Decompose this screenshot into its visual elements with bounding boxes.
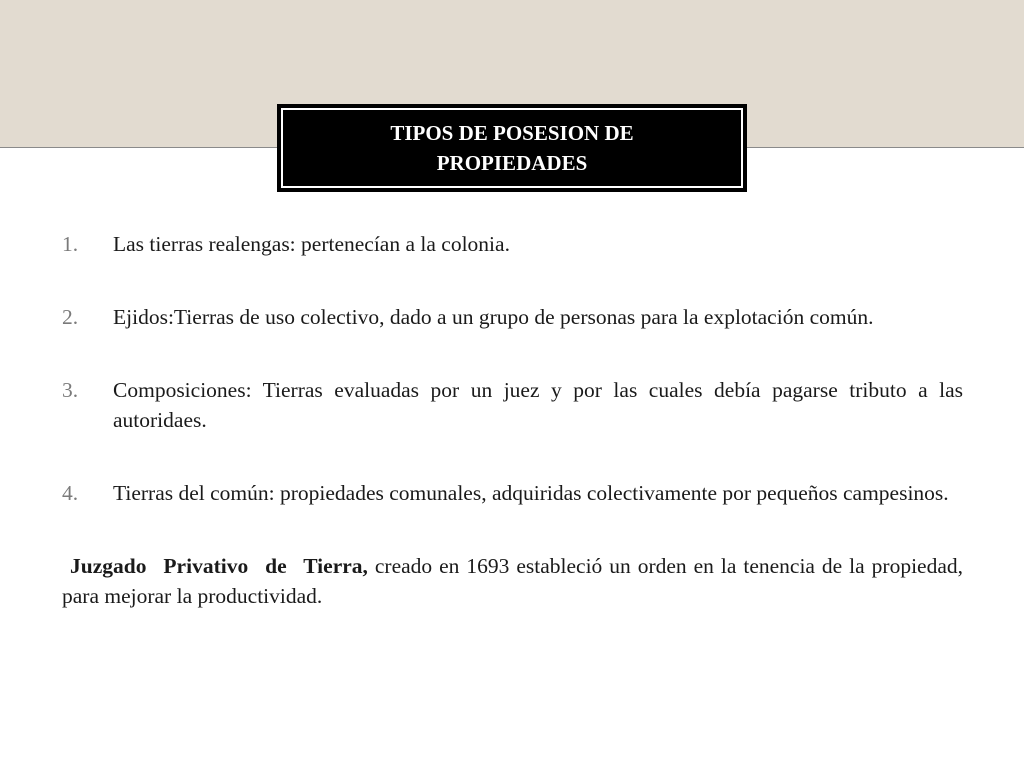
title-line-2: PROPIEDADES xyxy=(436,151,588,175)
slide-content xyxy=(62,229,963,611)
list-item-text: Ejidos:Tierras de uso colectivo, dado a un grupo de personas para la explotación común. xyxy=(113,305,874,329)
list-item-text: Composiciones: Tierras evaluadas por un juez y por las cuales debía pagarse tributo a las autoridaes. xyxy=(113,378,963,432)
title-box xyxy=(277,104,747,192)
list-item xyxy=(62,302,963,332)
list-item xyxy=(62,229,963,259)
closing-paragraph xyxy=(62,551,963,611)
list-item xyxy=(62,478,963,508)
list-item-number: 2. xyxy=(62,305,79,329)
possession-types-list xyxy=(62,229,963,508)
list-item xyxy=(62,375,963,435)
list-item-number: 1. xyxy=(62,232,79,256)
list-item-text: Las tierras realengas: pertenecían a la colonia. xyxy=(113,232,510,256)
closing-text: creado en 1693 estableció un orden en la tenencia de la propiedad, para mejorar la productividad. xyxy=(62,554,964,608)
closing-bold-lead: Juzgado Privativo de Tierra, xyxy=(70,554,368,578)
title-line-1: TIPOS DE POSESION DE xyxy=(390,121,634,145)
list-item-text: Tierras del común: propiedades comunales, adquiridas colectivamente por pequeños campesinos. xyxy=(113,481,949,505)
slide-title xyxy=(281,108,743,188)
list-item-number: 3. xyxy=(62,378,79,402)
list-item-number: 4. xyxy=(62,481,79,505)
